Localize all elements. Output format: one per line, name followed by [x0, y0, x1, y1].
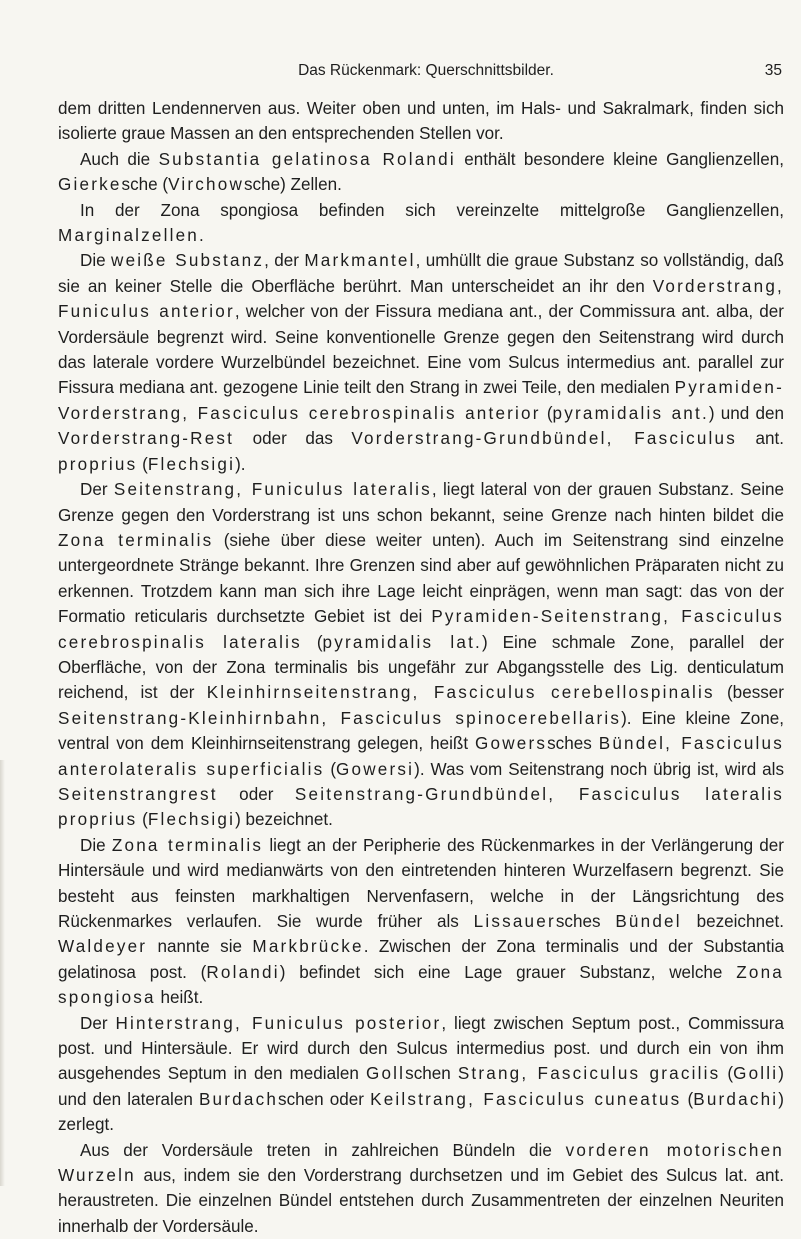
text-run: ). [235, 454, 246, 474]
spaced-term: Strang, Fasciculus gracilis [457, 1064, 721, 1084]
text-run: ). Eine kleine Zone, ventral von dem Kleinhirnseitenstrang gelegen, heißt [58, 708, 784, 754]
spaced-term: Gierke [58, 175, 122, 195]
text-run: sches [555, 912, 616, 931]
spaced-term: Keilstrang, Fasciculus cuneatus [370, 1089, 682, 1109]
text-run: ( [324, 759, 337, 779]
spaced-term: Waldeyer [58, 937, 148, 957]
text-run: ( [720, 1064, 734, 1084]
paragraph [58, 1011, 784, 1138]
spaced-term: Zona terminalis [58, 530, 214, 550]
text-run: , liegt lateral von der grauen Substanz. Seine Grenze gegen den Vorderstrang ist uns schon bekannt, seine Grenze nach hinten bildet die [58, 480, 785, 525]
text-run: sche ( [121, 175, 169, 195]
spaced-term: Virchow [168, 175, 244, 195]
text-run: sche) Zellen. [244, 175, 342, 195]
spaced-term: Zona spongiosa [58, 962, 784, 1008]
page-edge-shadow [0, 760, 5, 1186]
text-run: , welcher von der Fissura mediana ant., der Commissura ant. alba, der Vordersäule begrenzt wird. Seine konventionelle Grenze gegen den Seitenstrang wird durch das laterale vordere Wurzelbündel bezeichnet. Eine vom Sulcus intermedius ant. parallel zur Fissura mediana ant. gezogene Linie teilt den Strang in zwei Teile, den medialen [58, 302, 785, 398]
body-text [58, 96, 784, 1239]
spaced-term: Vorderstrang-Rest [58, 429, 235, 449]
text-run: bezeichnet. [681, 912, 784, 931]
spaced-term: pyramidalis ant. [552, 403, 709, 423]
spaced-term: Markmantel [304, 251, 416, 271]
spaced-term: Marginalzellen. [58, 226, 206, 246]
text-run: ant. [736, 429, 784, 449]
paragraph [58, 1138, 784, 1239]
spaced-term: Flechsigi [147, 454, 236, 474]
spaced-term: Lissauer [473, 912, 556, 931]
text-run: Aus der Vordersäule treten in zahlreichen Bündeln die [80, 1140, 566, 1160]
text-run: Die [80, 251, 112, 271]
spaced-term: Gowersi [336, 759, 415, 779]
paragraph [58, 198, 784, 249]
running-title: Das Rückenmark: Querschnittsbilder. [298, 62, 554, 79]
spaced-term: vorderen motorischen Wurzeln [58, 1140, 784, 1186]
spaced-term: Hinterstrang, Funiculus posterior [115, 1013, 442, 1033]
spaced-term: Flechsigi [147, 810, 236, 830]
text-run: ( [301, 632, 323, 652]
paragraph [58, 248, 784, 477]
text-run: (siehe über diese weiter unten). Auch im Seitenstrang sind einzelne untergeordnete Stränge bekannt. Ihre Grenzen sind aber auf gewöhnlichen Präparaten nicht zu erkennen. Trotzdem kann man sich ihre Lage leicht einprägen, wenn man sagt: das von der Formatio reticularis durchsetzte Gebiet ist dei [58, 530, 784, 627]
spaced-term: Golli [733, 1064, 779, 1084]
text-run: dem dritten Lendennerven aus. Weiter oben und unten, im Hals- und Sakralmark, finden sich isolierte graue Massen an den entsprechenden Stellen vor. [58, 99, 784, 144]
text-run: , der [264, 251, 305, 271]
spaced-term: Goll [365, 1064, 406, 1084]
spaced-term: Bündel, Fasciculus anterolateralis superficialis [58, 734, 785, 779]
spaced-term: Vorderstrang-Grundbündel, Fasciculus [351, 429, 737, 449]
text-run: ( [681, 1089, 694, 1109]
spaced-term: Rolandi [206, 962, 280, 982]
text-run: enthält besondere kleine Ganglienzellen, [455, 149, 784, 169]
text-run: schen oder [278, 1089, 371, 1109]
spaced-term: Markbrücke [252, 937, 364, 957]
text-run: , liegt zwischen Septum post., Commissura post. und Hintersäule. Er wird durch den Sulcus intermedius post. und durch ein von ihm ausgehendes Septum in den medialen [58, 1013, 784, 1084]
spaced-term: Vorderstrang, Funiculus anterior [58, 276, 784, 322]
page-number: 35 [764, 62, 782, 79]
spaced-term: Seitenstrang-Grundbündel, Fasciculus lateralis proprius [58, 784, 784, 830]
paragraph [58, 147, 784, 198]
spaced-term: Bündel [615, 912, 682, 931]
spaced-term: Seitenstrang-Kleinhirnbahn, Fasciculus spinocerebellaris [58, 708, 622, 728]
text-run: ) befindet sich eine Lage grauer Substanz, welche [279, 962, 737, 982]
text-run: schen [405, 1064, 458, 1084]
text-run: ) und den [708, 403, 784, 423]
spaced-term: Seitenstrangrest [58, 784, 218, 804]
text-run: ) zerlegt. [58, 1089, 784, 1135]
spaced-term: Zona terminalis [111, 835, 264, 855]
text-run: Die [80, 835, 112, 855]
text-run: oder [217, 784, 295, 804]
spaced-term: Substantia gelatinosa Rolandi [158, 149, 456, 169]
paragraph [58, 477, 784, 833]
spaced-term: Kleinhirnseitenstrang, Fasciculus cerebellospinalis [206, 683, 715, 703]
text-run: nannte sie [147, 937, 253, 957]
paragraph [58, 833, 784, 1011]
text-run: aus, indem sie den Vorderstrang durchsetzen und im Gebiet des Sulcus lat. ant. heraustreten. Die einzelnen Bündel entstehen durch Zusammentreten der einzelnen Neuriten innerhalb der Vordersäule. [58, 1166, 784, 1236]
spaced-term: Pyramiden-Seitenstrang, Fasciculus cerebrospinalis lateralis [58, 607, 784, 652]
spaced-term: pyramidalis lat. [322, 632, 482, 652]
text-run: oder das [234, 429, 352, 449]
paragraph [58, 96, 784, 147]
spaced-term: Burdach [198, 1089, 279, 1109]
text-run: ) und den lateralen [58, 1064, 784, 1109]
text-run: ) Eine schmale Zone, parallel der Oberfläche, von der Zona terminalis bis ungefähr zur Abgangsstelle des Lig. denticulatum reichend, ist der [58, 632, 784, 703]
spaced-term: Burdachi [693, 1089, 779, 1109]
text-run: ) bezeichnet. [235, 810, 333, 830]
text-run: Der [80, 480, 114, 500]
text-run: ( [540, 403, 553, 423]
text-run: Der [80, 1013, 116, 1033]
spaced-term: Pyramiden-Vorderstrang, Fasciculus cerebrospinalis anterior [58, 378, 784, 423]
text-run: In der Zona spongiosa befinden sich vereinzelte mittelgroße Ganglienzellen, [80, 200, 784, 220]
text-run: liegt an der Peripherie des Rückenmarkes in der Verlängerung der Hintersäule und wird medianwärts von den eintretenden hinteren Wurzelfasern begrenzt. Sie besteht aus feinsten markhaltigen Nervenfasern, welche in der Längsrichtung des Rückenmarkes verlaufen. Sie wurde früher als [58, 835, 784, 931]
text-run: (besser [714, 683, 784, 703]
text-run: , umhüllt die graue Substanz so vollständig, daß sie an keiner Stelle die Oberfläche berührt. Man unterscheidet an ihr den [58, 251, 785, 296]
text-run: . Zwischen der Zona terminalis und der Substantia gelatinosa post. ( [58, 937, 784, 982]
spaced-term: Seitenstrang, Funiculus lateralis [113, 480, 432, 500]
spaced-term: Gowers [475, 734, 548, 754]
text-run: ( [137, 454, 148, 474]
text-run: heißt. [155, 988, 204, 1008]
text-run: sches [547, 734, 599, 754]
text-run: ). Was vom Seitenstrang noch übrig ist, wird als [414, 759, 784, 779]
text-run: ( [137, 810, 148, 830]
spaced-term: weiße Substanz [111, 251, 265, 271]
running-head [70, 62, 782, 84]
spaced-term: proprius [58, 454, 138, 474]
text-run: Auch die [80, 149, 159, 169]
